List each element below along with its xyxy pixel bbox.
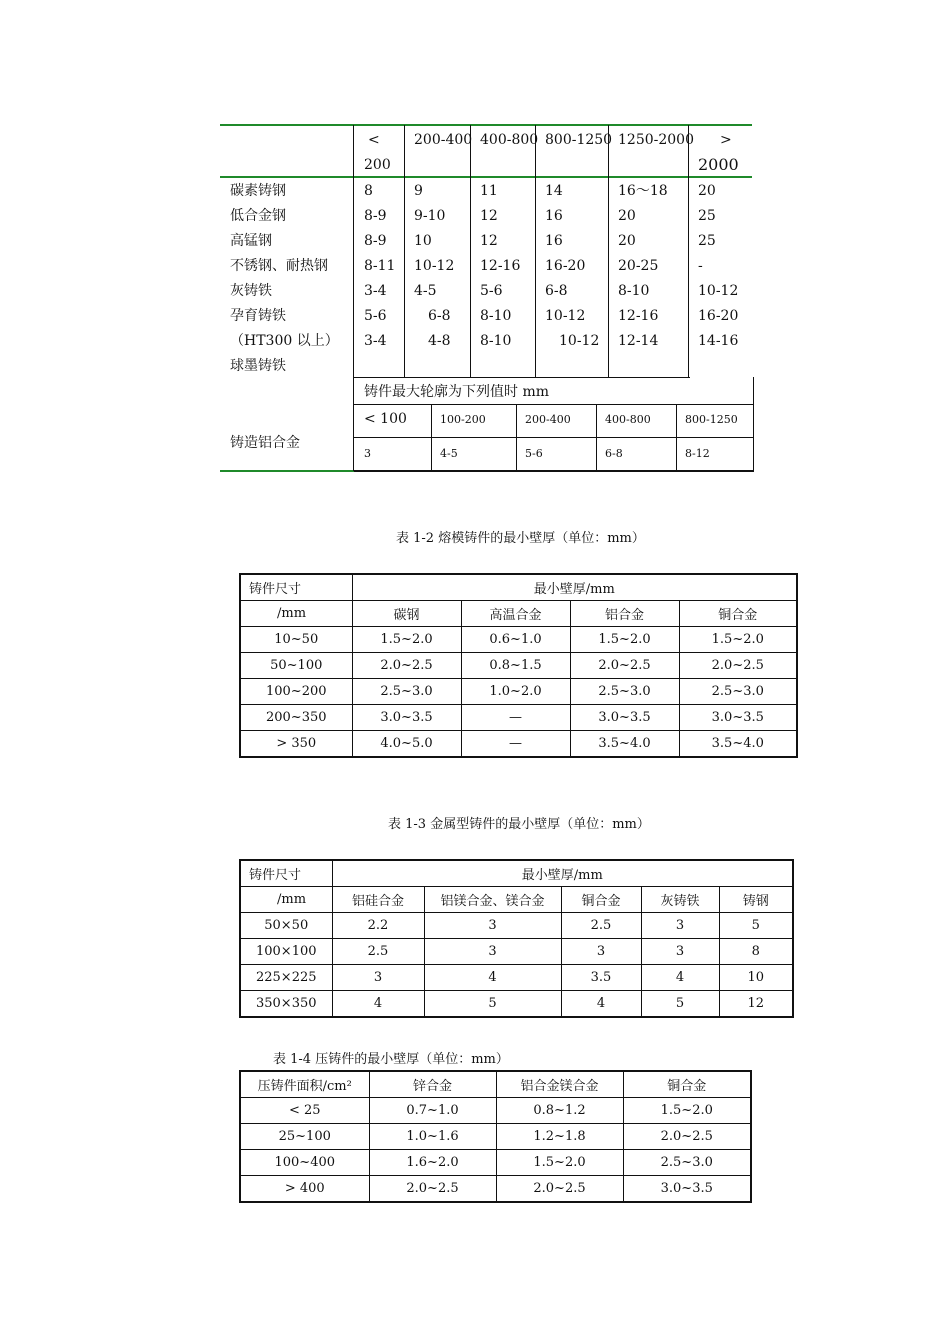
al-value-cell: 6-8 [605,447,623,460]
row-label: 50×50 [240,913,332,939]
table-cell: 0.7~1.0 [369,1098,496,1124]
table-cell: 3 [641,913,719,939]
material-label: 灰铸铁 [230,283,272,299]
col-divider [608,125,609,377]
value-cell: 4-5 [414,283,437,299]
col-divider [470,125,471,377]
al-bottom-border [354,470,754,472]
size-header: 铸件尺寸 [240,860,332,887]
value-cell: 20 [618,233,636,249]
material-label: 孕育铸铁 [230,308,286,324]
column-header: 铜合金 [679,601,797,627]
row-label: 100×100 [240,939,332,965]
table-cell: 1.5~2.0 [623,1098,751,1124]
table-row [240,965,793,991]
value-cell: 8 [364,183,373,199]
table-row [240,627,797,653]
table-cell: 3.5~4.0 [570,731,679,758]
table-1-2-caption: 表 1-2 熔模铸件的最小壁厚（单位：mm） [396,531,645,546]
value-cell: 12 [480,233,498,249]
table-cell: 12 [719,991,793,1018]
al-col-divider [516,404,517,470]
table-cell: 5 [424,991,561,1018]
al-col-divider [676,404,677,470]
table-cell: 5 [719,913,793,939]
row-label: 200~350 [240,705,352,731]
value-cell: 16-20 [698,308,739,324]
table-row [240,1150,751,1176]
material-label: 高锰钢 [230,233,272,249]
al-group-header: 铸件最大轮廓为下列值时 mm [364,384,550,400]
row-label: 10~50 [240,627,352,653]
table-row [240,913,793,939]
table-cell: 2.5 [561,913,641,939]
value-cell: 8-9 [364,233,387,249]
table-cell: 2.5~3.0 [623,1150,751,1176]
value-cell: 10-12 [559,333,600,349]
al-value-cell: 5-6 [525,447,543,460]
column-header: 铜合金 [561,887,641,913]
value-cell: 10 [414,233,432,249]
al-right-border [753,377,754,471]
column-header: 铝硅合金 [332,887,424,913]
table-cell: 3 [332,965,424,991]
value-cell: 9 [414,183,423,199]
table-header-rule [220,176,752,178]
table-wall-thickness-sand [0,0,950,480]
table-cell: 2.0~2.5 [623,1124,751,1150]
group-header: 最小壁厚/mm [332,860,793,887]
value-cell: - [698,258,703,274]
material-label: 球墨铸铁 [230,358,286,374]
al-size-header: 400-800 [605,413,651,426]
value-cell: 12-14 [618,333,659,349]
value-cell: 16-20 [545,258,586,274]
table-cell: 3.5 [561,965,641,991]
table-cell: 4 [561,991,641,1018]
table-row [240,679,797,705]
table-cell: 8 [719,939,793,965]
column-header: 灰铸铁 [641,887,719,913]
row-label: 100~400 [240,1150,369,1176]
table-1-2 [239,573,798,758]
value-cell: 4-8 [428,333,451,349]
value-cell: 10-12 [545,308,586,324]
group-header: 最小壁厚/mm [352,574,797,601]
table-cell: 2.5~3.0 [352,679,461,705]
table-cell: 10 [719,965,793,991]
column-header: 铝镁合金、镁合金 [424,887,561,913]
column-header: 铜合金 [623,1071,751,1098]
table-row [240,731,797,758]
table-cell: 1.2~1.8 [496,1124,623,1150]
value-cell: 5-6 [480,283,503,299]
table-cell: 3 [424,913,561,939]
value-cell: 6-8 [428,308,451,324]
al-row-divider [354,437,754,438]
value-cell: 8-10 [480,333,512,349]
table-cell: 2.0~2.5 [496,1176,623,1203]
value-cell: 20 [698,183,716,199]
material-label: 低合金钢 [230,208,286,224]
value-cell: 5-6 [364,308,387,324]
size-header-top: > [720,132,732,148]
column-header: 碳钢 [352,601,461,627]
column-header: 铝合金镁合金 [496,1071,623,1098]
value-cell: 10-12 [698,283,739,299]
material-label: 不锈钢、耐热钢 [230,258,328,274]
value-cell: 25 [698,233,716,249]
table-row [240,939,793,965]
size-header-bottom: 2000 [698,155,739,174]
value-cell: 3-4 [364,333,387,349]
value-cell: 8-11 [364,258,396,274]
value-cell: 20-25 [618,258,659,274]
table-cell: 1.5~2.0 [352,627,461,653]
column-header: 锌合金 [369,1071,496,1098]
al-material-label: 铸造铝合金 [230,435,300,451]
table-cell: 2.5~3.0 [679,679,797,705]
material-label: （HT300 以上） [230,333,339,349]
table-cell: 4 [424,965,561,991]
table-cell: 1.6~2.0 [369,1150,496,1176]
row-label: > 350 [240,731,352,758]
table-bottom-rule [220,470,354,472]
al-size-header: 800-1250 [685,413,738,426]
table-cell: 3 [641,939,719,965]
value-cell: 8-10 [480,308,512,324]
value-cell: 16～18 [618,183,668,199]
size-unit: /mm [240,887,332,913]
row-divider [354,377,690,378]
table-cell: 4 [332,991,424,1018]
al-col-divider [596,404,597,470]
table-cell: 1.0~2.0 [461,679,570,705]
value-cell: 11 [480,183,498,199]
table-cell: 2.2 [332,913,424,939]
col-divider [404,125,405,377]
al-col-divider [431,404,432,470]
table-cell: 3.0~3.5 [570,705,679,731]
value-cell: 8-10 [618,283,650,299]
table-1-4-caption: 表 1-4 压铸件的最小壁厚（单位：mm） [273,1052,509,1067]
value-cell: 10-12 [414,258,455,274]
table-1-4 [239,1070,752,1203]
table-row [240,653,797,679]
table-cell: 3.0~3.5 [623,1176,751,1203]
table-cell: 4.0~5.0 [352,731,461,758]
size-header-bottom: 200 [364,157,391,173]
value-cell: 6-8 [545,283,568,299]
table-cell: 2.5~3.0 [570,679,679,705]
table-cell: 1.5~2.0 [679,627,797,653]
table-cell: 3 [561,939,641,965]
value-cell: 9-10 [414,208,446,224]
table-cell: 3.5~4.0 [679,731,797,758]
table-cell: 1.5~2.0 [496,1150,623,1176]
size-unit: /mm [240,601,352,627]
table-1-3 [239,859,794,1018]
table-row [240,1124,751,1150]
size-header-top: 800-1250 [545,132,613,148]
table-cell: — [461,731,570,758]
table-row [240,1176,751,1203]
table-cell: 3 [424,939,561,965]
value-cell: 3-4 [364,283,387,299]
al-size-header: < 100 [364,411,407,427]
al-value-cell: 4-5 [440,447,458,460]
value-cell: 25 [698,208,716,224]
col-divider [353,125,354,471]
al-size-header: 100-200 [440,413,486,426]
table-cell: 2.0~2.5 [369,1176,496,1203]
row-label: < 25 [240,1098,369,1124]
row-label: 225×225 [240,965,332,991]
al-value-cell: 3 [364,447,371,460]
table-cell: 2.0~2.5 [570,653,679,679]
value-cell: 20 [618,208,636,224]
table-cell: 3.0~3.5 [679,705,797,731]
table-cell: — [461,705,570,731]
size-header-top: 400-800 [480,132,539,148]
col-divider [535,125,536,377]
value-cell: 16 [545,208,563,224]
al-value-cell: 8-12 [685,447,710,460]
row-label: 25~100 [240,1124,369,1150]
table-cell: 0.8~1.2 [496,1098,623,1124]
table-cell: 4 [641,965,719,991]
table-cell: 2.5 [332,939,424,965]
column-header: 铝合金 [570,601,679,627]
row-label: 100~200 [240,679,352,705]
table-top-rule [220,124,752,126]
table-1-3-caption: 表 1-3 金属型铸件的最小壁厚（单位：mm） [388,817,650,832]
row-label: 50~100 [240,653,352,679]
table-row [240,1098,751,1124]
value-cell: 14 [545,183,563,199]
size-header-top: 1250-2000 [618,132,694,148]
table-cell: 3.0~3.5 [352,705,461,731]
column-header: 铸钢 [719,887,793,913]
table-cell: 2.0~2.5 [352,653,461,679]
table-cell: 1.5~2.0 [570,627,679,653]
material-label: 碳素铸钢 [230,183,286,199]
row-label: 350×350 [240,991,332,1018]
column-header: 压铸件面积/cm² [240,1071,369,1098]
al-size-header: 200-400 [525,413,571,426]
al-row-divider [354,404,754,405]
value-cell: 14-16 [698,333,739,349]
table-cell: 5 [641,991,719,1018]
table-cell: 0.8~1.5 [461,653,570,679]
size-header-top: < [368,132,380,148]
value-cell: 12-16 [618,308,659,324]
col-divider [688,125,689,377]
table-cell: 2.0~2.5 [679,653,797,679]
size-header: 铸件尺寸 [240,574,352,601]
table-row [240,991,793,1018]
value-cell: 8-9 [364,208,387,224]
table-cell: 1.0~1.6 [369,1124,496,1150]
value-cell: 12-16 [480,258,521,274]
size-header-top: 200-400 [414,132,473,148]
column-header: 高温合金 [461,601,570,627]
row-label: > 400 [240,1176,369,1203]
table-row [240,705,797,731]
table-cell: 0.6~1.0 [461,627,570,653]
value-cell: 12 [480,208,498,224]
value-cell: 16 [545,233,563,249]
